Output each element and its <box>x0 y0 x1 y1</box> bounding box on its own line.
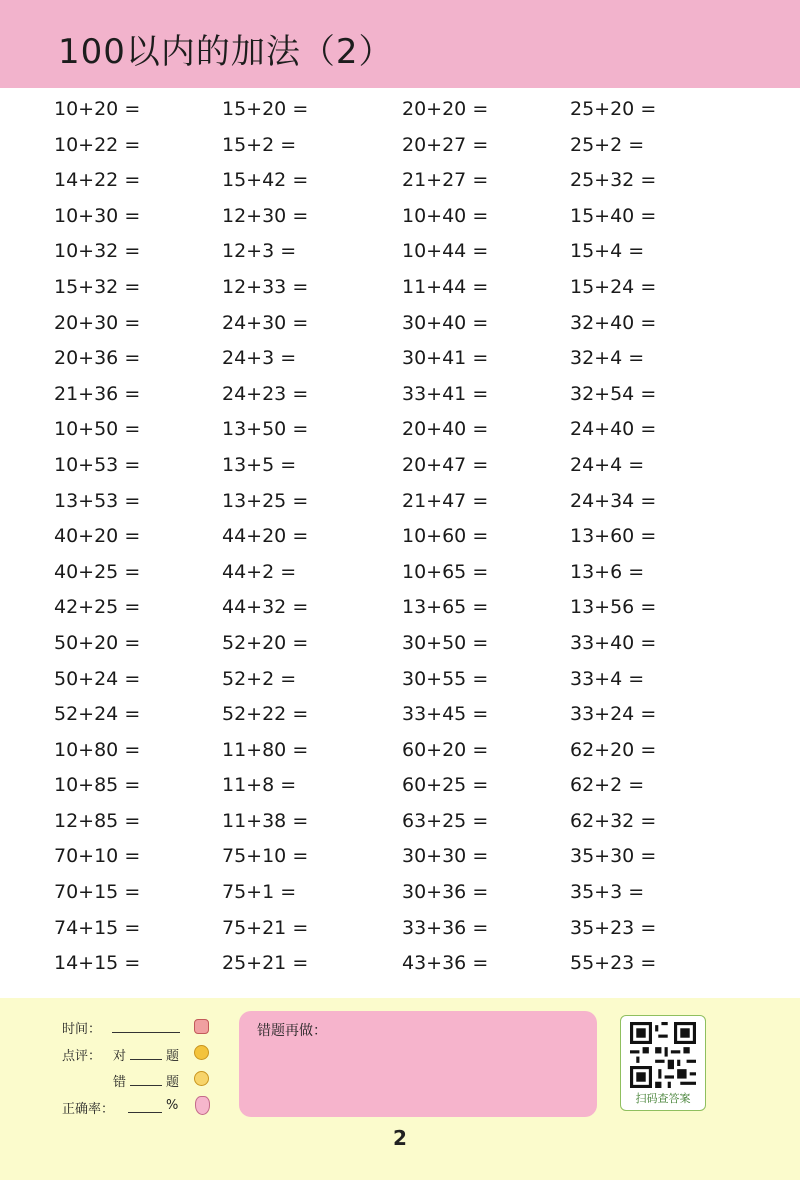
addition-problem: 10+44 = <box>402 240 489 263</box>
addition-problem: 15+2 = <box>222 133 297 156</box>
addition-problem: 40+20 = <box>54 525 141 548</box>
addition-problem: 62+2 = <box>570 774 645 797</box>
time-blank[interactable] <box>112 1020 180 1033</box>
addition-problem: 43+36 = <box>402 952 489 975</box>
addition-problem: 15+40 = <box>570 204 657 227</box>
correct-unit-label: 题 <box>166 1049 180 1064</box>
redo-label: 错题再做： <box>257 1023 327 1039</box>
accuracy-label: 正确率： <box>62 1102 115 1117</box>
addition-problem: 62+32 = <box>570 809 657 832</box>
addition-problem: 10+60 = <box>402 525 489 548</box>
addition-problem: 33+45 = <box>402 703 489 726</box>
addition-problem: 52+2 = <box>222 667 297 690</box>
addition-problem: 63+25 = <box>402 809 489 832</box>
addition-problem: 52+24 = <box>54 703 141 726</box>
addition-problem: 42+25 = <box>54 596 141 619</box>
addition-problem: 10+40 = <box>402 204 489 227</box>
qr-code-panel[interactable] <box>620 1015 706 1111</box>
addition-problem: 50+20 = <box>54 631 141 654</box>
addition-problem: 13+50 = <box>222 418 309 441</box>
addition-problem: 13+5 = <box>222 453 297 476</box>
problem-column-4 <box>570 92 740 982</box>
addition-problem: 15+42 = <box>222 169 309 192</box>
correct-label: 对 <box>113 1049 127 1064</box>
addition-problem: 15+4 = <box>570 240 645 263</box>
addition-problem: 10+50 = <box>54 418 141 441</box>
addition-problem: 30+36 = <box>402 881 489 904</box>
addition-problem: 14+22 = <box>54 169 141 192</box>
addition-problem: 40+25 = <box>54 560 141 583</box>
time-label: 时间： <box>62 1022 102 1037</box>
addition-problem: 55+23 = <box>570 952 657 975</box>
page-number: 2 <box>393 1126 407 1150</box>
addition-problem: 25+32 = <box>570 169 657 192</box>
addition-problem: 20+27 = <box>402 133 489 156</box>
addition-problem: 30+40 = <box>402 311 489 334</box>
addition-problem: 74+15 = <box>54 916 141 939</box>
addition-problem: 13+25 = <box>222 489 309 512</box>
addition-problem: 12+30 = <box>222 204 309 227</box>
addition-problem: 30+30 = <box>402 845 489 868</box>
addition-problem: 13+53 = <box>54 489 141 512</box>
addition-problem: 21+36 = <box>54 382 141 405</box>
addition-problem: 11+80 = <box>222 738 309 761</box>
percent-sign: % <box>166 1098 179 1113</box>
addition-problem: 21+27 = <box>402 169 489 192</box>
problem-grid <box>0 92 800 982</box>
qr-label: 扫码查答案 <box>635 1092 691 1105</box>
addition-problem: 10+53 = <box>54 453 141 476</box>
wrong-count-blank[interactable] <box>130 1073 162 1086</box>
addition-problem: 70+15 = <box>54 881 141 904</box>
addition-problem: 13+65 = <box>402 596 489 619</box>
addition-problem: 10+80 = <box>54 738 141 761</box>
addition-problem: 15+32 = <box>54 275 141 298</box>
rabbit-icon <box>195 1096 210 1115</box>
addition-problem: 12+33 = <box>222 275 309 298</box>
addition-problem: 35+30 = <box>570 845 657 868</box>
addition-problem: 11+38 = <box>222 809 309 832</box>
problem-column-3 <box>402 92 572 982</box>
addition-problem: 11+44 = <box>402 275 489 298</box>
addition-problem: 30+41 = <box>402 347 489 370</box>
addition-problem: 10+65 = <box>402 560 489 583</box>
addition-problem: 10+85 = <box>54 774 141 797</box>
addition-problem: 52+22 = <box>222 703 309 726</box>
addition-problem: 20+47 = <box>402 453 489 476</box>
addition-problem: 20+20 = <box>402 98 489 120</box>
addition-problem: 13+6 = <box>570 560 645 583</box>
wrong-label: 错 <box>113 1075 127 1090</box>
addition-problem: 20+40 = <box>402 418 489 441</box>
correct-count-blank[interactable] <box>130 1047 162 1060</box>
addition-problem: 24+40 = <box>570 418 657 441</box>
addition-problem: 33+24 = <box>570 703 657 726</box>
addition-problem: 75+10 = <box>222 845 309 868</box>
addition-problem: 12+85 = <box>54 809 141 832</box>
addition-problem: 15+20 = <box>222 98 309 120</box>
smile-face-icon <box>194 1045 209 1060</box>
addition-problem: 10+30 = <box>54 204 141 227</box>
addition-problem: 24+30 = <box>222 311 309 334</box>
problem-column-1 <box>54 92 224 982</box>
accuracy-blank[interactable] <box>128 1100 162 1113</box>
addition-problem: 20+36 = <box>54 347 141 370</box>
addition-problem: 75+1 = <box>222 881 297 904</box>
addition-problem: 21+47 = <box>402 489 489 512</box>
addition-problem: 32+4 = <box>570 347 645 370</box>
footer-panel <box>0 998 800 1180</box>
page-title: 100以内的加法（2） <box>58 32 394 72</box>
header-banner <box>0 0 800 88</box>
addition-problem: 10+22 = <box>54 133 141 156</box>
addition-problem: 13+56 = <box>570 596 657 619</box>
addition-problem: 75+21 = <box>222 916 309 939</box>
addition-problem: 24+3 = <box>222 347 297 370</box>
addition-problem: 44+32 = <box>222 596 309 619</box>
review-label: 点评： <box>62 1049 102 1064</box>
wrong-unit-label: 题 <box>166 1075 180 1090</box>
addition-problem: 10+20 = <box>54 98 141 120</box>
addition-problem: 32+54 = <box>570 382 657 405</box>
redo-box[interactable] <box>239 1011 597 1117</box>
problem-column-2 <box>222 92 392 982</box>
addition-problem: 35+23 = <box>570 916 657 939</box>
addition-problem: 44+2 = <box>222 560 297 583</box>
addition-problem: 32+40 = <box>570 311 657 334</box>
addition-problem: 30+55 = <box>402 667 489 690</box>
addition-problem: 24+23 = <box>222 382 309 405</box>
addition-problem: 62+20 = <box>570 738 657 761</box>
addition-problem: 30+50 = <box>402 631 489 654</box>
addition-problem: 20+30 = <box>54 311 141 334</box>
addition-problem: 25+21 = <box>222 952 309 975</box>
addition-problem: 24+34 = <box>570 489 657 512</box>
addition-problem: 70+10 = <box>54 845 141 868</box>
addition-problem: 13+60 = <box>570 525 657 548</box>
addition-problem: 52+20 = <box>222 631 309 654</box>
addition-problem: 60+25 = <box>402 774 489 797</box>
addition-problem: 14+15 = <box>54 952 141 975</box>
sad-face-icon <box>194 1071 209 1086</box>
pig-face-icon <box>194 1019 209 1034</box>
qr-code-icon[interactable] <box>629 1022 697 1088</box>
addition-problem: 12+3 = <box>222 240 297 263</box>
addition-problem: 24+4 = <box>570 453 645 476</box>
addition-problem: 44+20 = <box>222 525 309 548</box>
addition-problem: 25+2 = <box>570 133 645 156</box>
addition-problem: 60+20 = <box>402 738 489 761</box>
addition-problem: 15+24 = <box>570 275 657 298</box>
addition-problem: 25+20 = <box>570 98 657 120</box>
addition-problem: 33+36 = <box>402 916 489 939</box>
addition-problem: 33+40 = <box>570 631 657 654</box>
addition-problem: 35+3 = <box>570 881 645 904</box>
addition-problem: 33+4 = <box>570 667 645 690</box>
addition-problem: 33+41 = <box>402 382 489 405</box>
addition-problem: 10+32 = <box>54 240 141 263</box>
addition-problem: 50+24 = <box>54 667 141 690</box>
addition-problem: 11+8 = <box>222 774 297 797</box>
